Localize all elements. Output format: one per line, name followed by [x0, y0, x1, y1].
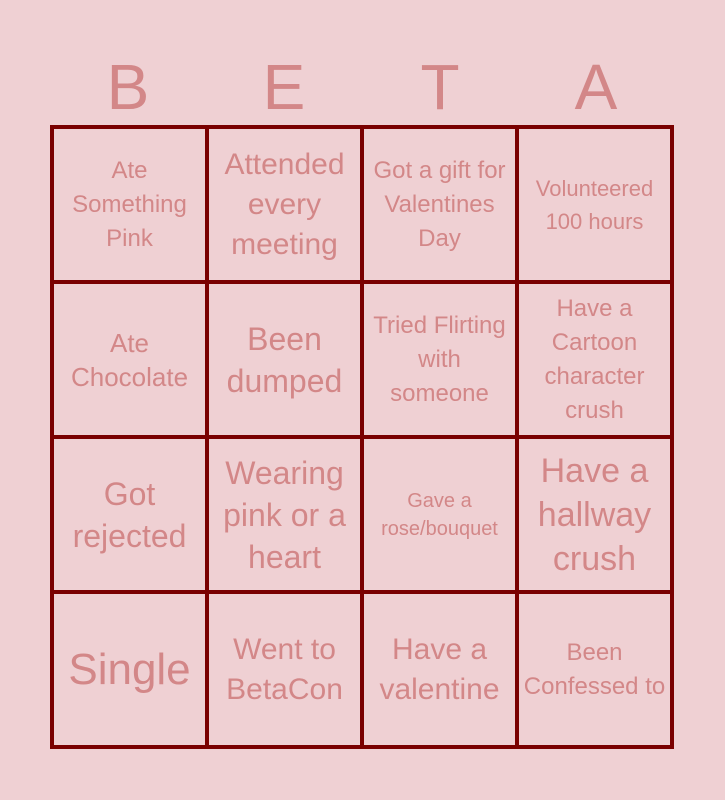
bingo-cell[interactable]: Been Confessed to [519, 594, 670, 745]
bingo-cell[interactable]: Gave a rose/bouquet [364, 439, 515, 590]
bingo-cell[interactable]: Got a gift for Valentines Day [364, 129, 515, 280]
header-letter-a: A [574, 51, 618, 123]
header-letter-b: B [106, 51, 150, 123]
bingo-cell[interactable]: Wearing pink or a heart [209, 439, 360, 590]
bingo-cell[interactable]: Have a hallway crush [519, 439, 670, 590]
bingo-cell[interactable]: Have a valentine [364, 594, 515, 745]
bingo-cell[interactable]: Tried Flirting with someone [364, 284, 515, 435]
bingo-cell[interactable]: Ate Chocolate [54, 284, 205, 435]
bingo-cell[interactable]: Volunteered 100 hours [519, 129, 670, 280]
bingo-cell[interactable]: Ate Something Pink [54, 129, 205, 280]
bingo-cell[interactable]: Got rejected [54, 439, 205, 590]
bingo-cell[interactable]: Been dumped [209, 284, 360, 435]
bingo-cell[interactable]: Single [54, 594, 205, 745]
bingo-cell[interactable]: Attended every meeting [209, 129, 360, 280]
bingo-cell[interactable]: Went to BetaCon [209, 594, 360, 745]
header-letter-t: T [420, 51, 460, 123]
bingo-board [50, 125, 674, 749]
bingo-cell[interactable]: Have a Cartoon character crush [519, 284, 670, 435]
bingo-header [50, 52, 674, 122]
header-letter-e: E [262, 51, 306, 123]
